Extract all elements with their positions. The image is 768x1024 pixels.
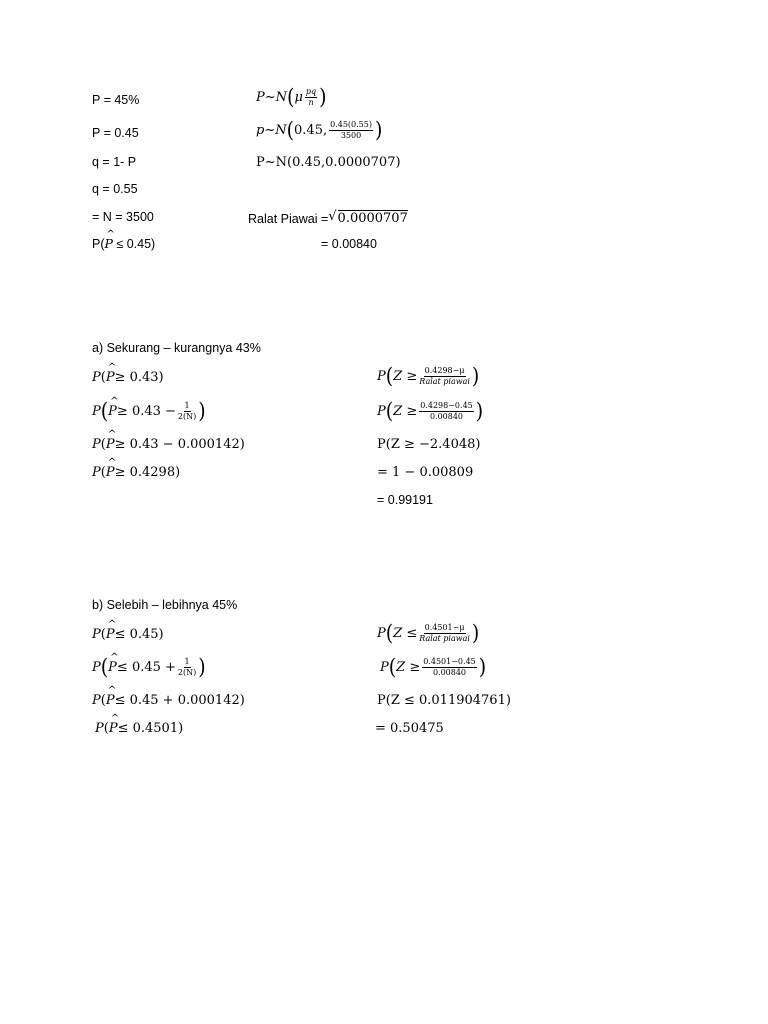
- part-b-left-2: P ( ^ P ≤ 0.45 + $\frac{1}{2(N)}$ ): [92, 658, 206, 677]
- given-line-2: P = 0.45: [92, 126, 139, 140]
- given-line-5: = N = 3500: [92, 210, 154, 224]
- given-line-1: P = 45%: [92, 93, 140, 107]
- part-a-right-4: = 1 − 0.00809: [377, 465, 474, 480]
- part-a-right-3: P(Z ≥ −2.4048): [377, 437, 481, 452]
- ralat-piawai: Ralat Piawai = √ 0.0000707: [248, 209, 408, 226]
- part-b-result: = 0.50475: [375, 721, 444, 736]
- part-a-right-1: P ( Z ≥ $\frac{0.4298-\mu}{\text{Ralat piawai}}$ ): [377, 363, 480, 389]
- given-line-4: q = 0.55: [92, 182, 138, 196]
- part-b-right-2: P ( Z ≥ $\frac{0.4501-0.45}{0.00840}$ ): [380, 654, 487, 680]
- part-a-heading: a) Sekurang – kurangnya 43%: [92, 341, 261, 355]
- dist-line-3: P~N(0.45,0.0000707): [256, 155, 401, 170]
- part-b-heading: b) Selebih – lebihnya 45%: [92, 598, 238, 612]
- part-b-right-3: P(Z ≤ 0.011904761): [377, 693, 511, 708]
- part-a-left-4: P ( ^ P ≥ 0.4298): [92, 466, 180, 479]
- part-a-left-2: P ( ^ P ≥ 0.43 − $\frac{1}{2(N)}$ ): [92, 402, 206, 421]
- part-b-left-4: P ( ^ P ≤ 0.4501): [95, 722, 183, 735]
- part-a-result: = 0.99191: [377, 493, 433, 507]
- part-b-left-1: P ( ^ P ≤ 0.45): [92, 628, 164, 641]
- dist-line-1: P~N ( μ $\frac{pq}{n}$ ): [256, 84, 327, 110]
- ralat-result: = 0.00840: [321, 237, 377, 251]
- part-a-left-1: P ( ^ P ≥ 0.43): [92, 371, 164, 384]
- dist-line-2: p~N ( 0.45, $\frac{0.45(0.55)}{3500}$ ): [256, 117, 383, 143]
- part-a-left-3: P ( ^ P ≥ 0.43 − 0.000142): [92, 438, 245, 451]
- given-line-3: q = 1- P: [92, 155, 137, 169]
- part-b-left-3: P ( ^ P ≤ 0.45 + 0.000142): [92, 694, 245, 707]
- part-a-right-2: P ( Z ≥ $\frac{0.4298-0.45}{0.00840}$ ): [377, 398, 484, 424]
- given-line-6: P(^ P ≤ 0.45): [92, 238, 155, 251]
- part-b-right-1: P ( Z ≤ $\frac{0.4501-\mu}{\text{Ralat piawai}}$ ): [377, 620, 480, 646]
